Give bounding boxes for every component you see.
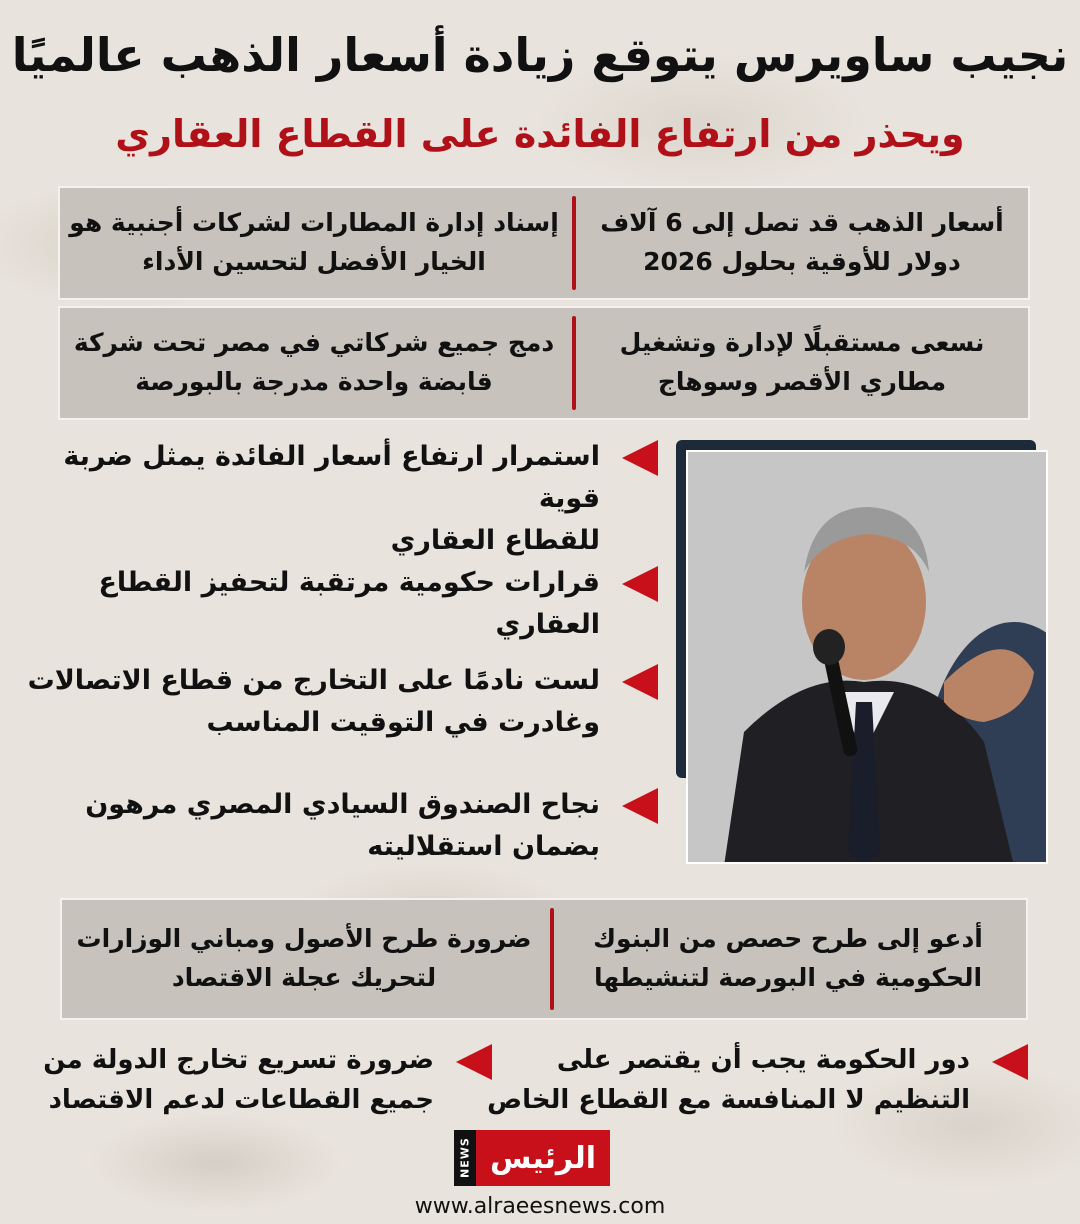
quote-box-3-right: أدعو إلى طرح حصص من البنوك الحكومية في البورصة لتنشيطها: [593, 924, 983, 992]
page-title: نجيب ساويرس يتوقع زيادة أسعار الذهب عالميًا: [11, 28, 1069, 82]
bottom-bullet-left: [43, 1040, 492, 1121]
quote-box-1: [58, 186, 1030, 300]
quote-box-1-right: أسعار الذهب قد تصل إلى 6 آلاف دولار للأوقية بحلول 2026: [600, 208, 1004, 276]
bullet-text: ضرورة تسريع تخارج الدولة من جميع القطاعات لدعم الاقتصاد: [43, 1045, 434, 1116]
bullet-text: نجاح الصندوق السيادي المصري مرهون بضمان استقلاليته: [85, 789, 600, 862]
brand-logo: [454, 1130, 610, 1186]
website-url: www.alraeesnews.com: [414, 1194, 666, 1219]
bullet-text: لست نادمًا على التخارج من قطاع الاتصالات وغادرت في التوقيت المناسب: [27, 665, 600, 738]
logo-name: الرئيس: [476, 1130, 610, 1186]
triangle-bullet-icon: [622, 788, 658, 824]
page-subtitle: ويحذر من ارتفاع الفائدة على القطاع العقاري: [115, 112, 965, 156]
logo-news-tag: NEWS: [454, 1130, 476, 1186]
bullet-item-4: [85, 784, 658, 868]
quote-box-3: [60, 898, 1028, 1020]
quote-box-3-left: ضرورة طرح الأصول ومباني الوزارات لتحريك عجلة الاقتصاد: [76, 924, 532, 992]
bullet-item-1: [0, 436, 658, 562]
quote-divider: [572, 316, 576, 410]
triangle-bullet-icon: [456, 1044, 492, 1080]
bullet-text: دور الحكومة يجب أن يقتصر على التنظيم لا المنافسة مع القطاع الخاص: [487, 1045, 970, 1116]
triangle-bullet-icon: [622, 566, 658, 602]
bottom-bullet-right: [487, 1040, 1028, 1121]
quote-box-2: [58, 306, 1030, 420]
bullet-item-2: [0, 562, 658, 646]
triangle-bullet-icon: [992, 1044, 1028, 1080]
quote-divider: [572, 196, 576, 290]
portrait-photo: [686, 450, 1048, 864]
portrait-illustration: [686, 452, 1046, 864]
quote-box-1-left: إسناد إدارة المطارات لشركات أجنبية هو الخيار الأفضل لتحسين الأداء: [69, 208, 559, 276]
quote-box-2-right: نسعى مستقبلًا لإدارة وتشغيل مطاري الأقصر وسوهاج: [619, 328, 985, 396]
bullet-text: قرارات حكومية مرتقبة لتحفيز القطاع العقاري: [98, 567, 600, 640]
triangle-bullet-icon: [622, 664, 658, 700]
quote-box-2-left: دمج جميع شركاتي في مصر تحت شركة قابضة واحدة مدرجة بالبورصة: [73, 328, 555, 396]
bullet-item-3: [28, 660, 658, 744]
quote-divider: [550, 908, 554, 1010]
bullet-text: استمرار ارتفاع أسعار الفائدة يمثل ضربة قوية للقطاع العقاري: [63, 441, 600, 556]
triangle-bullet-icon: [622, 440, 658, 476]
